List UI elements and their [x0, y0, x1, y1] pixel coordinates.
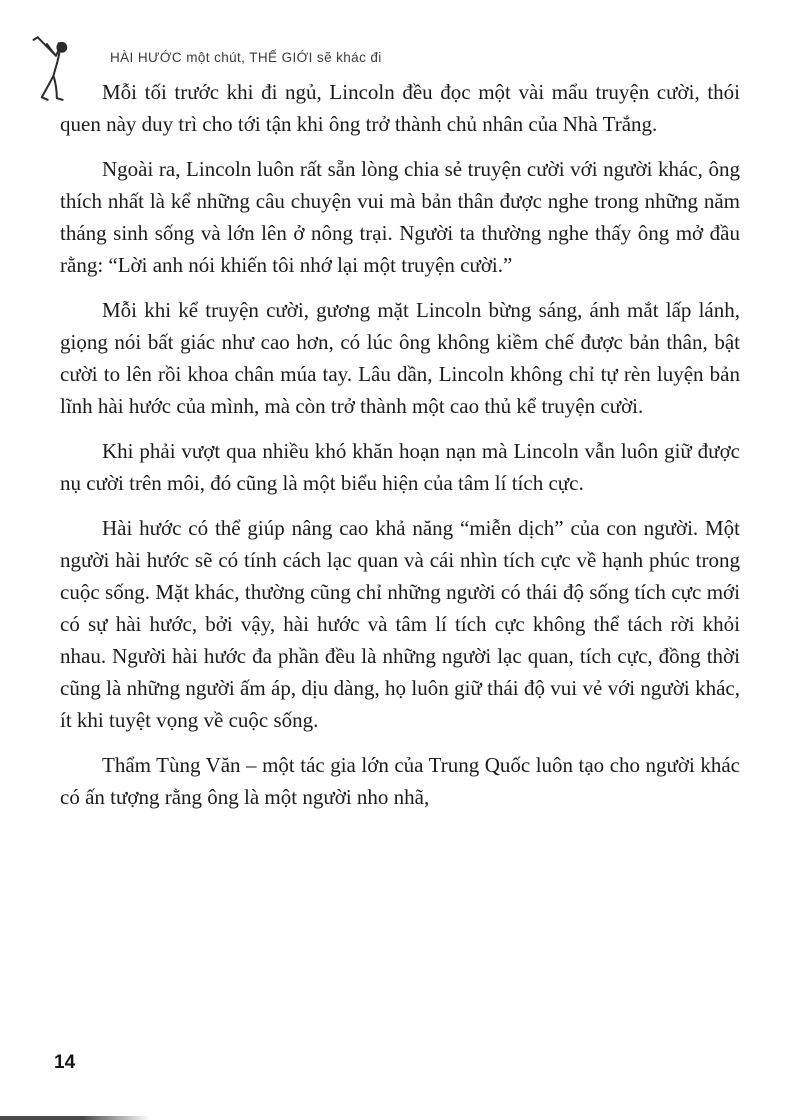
scan-artifact-edge: [0, 1116, 150, 1120]
running-header: HÀI HƯỚC một chút, THẾ GIỚI sẽ khác đi: [110, 50, 382, 65]
page-header: [0, 0, 800, 72]
page-footer: [54, 1052, 75, 1074]
body-paragraph: Mỗi tối trước khi đi ngủ, Lincoln đều đọc một vài mẩu truyện cười, thói quen này duy trì cho tới tận khi ông trở thành chủ nhân của Nhà Trắng.: [60, 80, 740, 136]
body-paragraph: Mỗi khi kể truyện cười, gương mặt Lincoln bừng sáng, ánh mắt lấp lánh, giọng nói bất giác như cao hơn, có lúc ông không kiềm chế được bản thân, bật cười to lên rồi khoa chân múa tay. Lâu dần, Lincoln không chỉ tự rèn luyện bản lĩnh hài hước của mình, mà còn trở thành một cao thủ kể truyện cười.: [60, 298, 740, 418]
page-number: 14: [54, 1052, 76, 1073]
body-paragraph: Thẩm Tùng Văn – một tác gia lớn của Trung Quốc luôn tạo cho người khác có ấn tượng rằng ông là một người nho nhã,: [60, 753, 740, 809]
body-paragraph: Ngoài ra, Lincoln luôn rất sẵn lòng chia sẻ truyện cười với người khác, ông thích nhất là kể những câu chuyện vui mà bản thân được nghe trong những năm tháng sinh sống và lớn lên ở nông trại. Người ta thường nghe thấy ông mở đầu rằng: “Lời anh nói khiến tôi nhớ lại một truyện cười.”: [60, 157, 740, 277]
page-body: [0, 72, 800, 813]
body-paragraph: Khi phải vượt qua nhiều khó khăn hoạn nạn mà Lincoln vẫn luôn giữ được nụ cười trên môi, đó cũng là một biểu hiện của tâm lí tích cực.: [60, 439, 740, 495]
golfer-illustration-icon: [30, 34, 82, 104]
body-paragraph: Hài hước có thể giúp nâng cao khả năng “miễn dịch” của con người. Một người hài hước sẽ có tính cách lạc quan và cái nhìn tích cực về hạnh phúc trong cuộc sống. Mặt khác, thường cũng chỉ những người có thái độ sống tích cực mới có sự hài hước, bởi vậy, hài hước và tâm lí tích cực không thể tách rời khỏi nhau. Người hài hước đa phần đều là những người lạc quan, tích cực, đồng thời cũng là những người ấm áp, dịu dàng, họ luôn giữ thái độ vui vẻ với người khác, ít khi tuyệt vọng về cuộc sống.: [60, 516, 740, 732]
